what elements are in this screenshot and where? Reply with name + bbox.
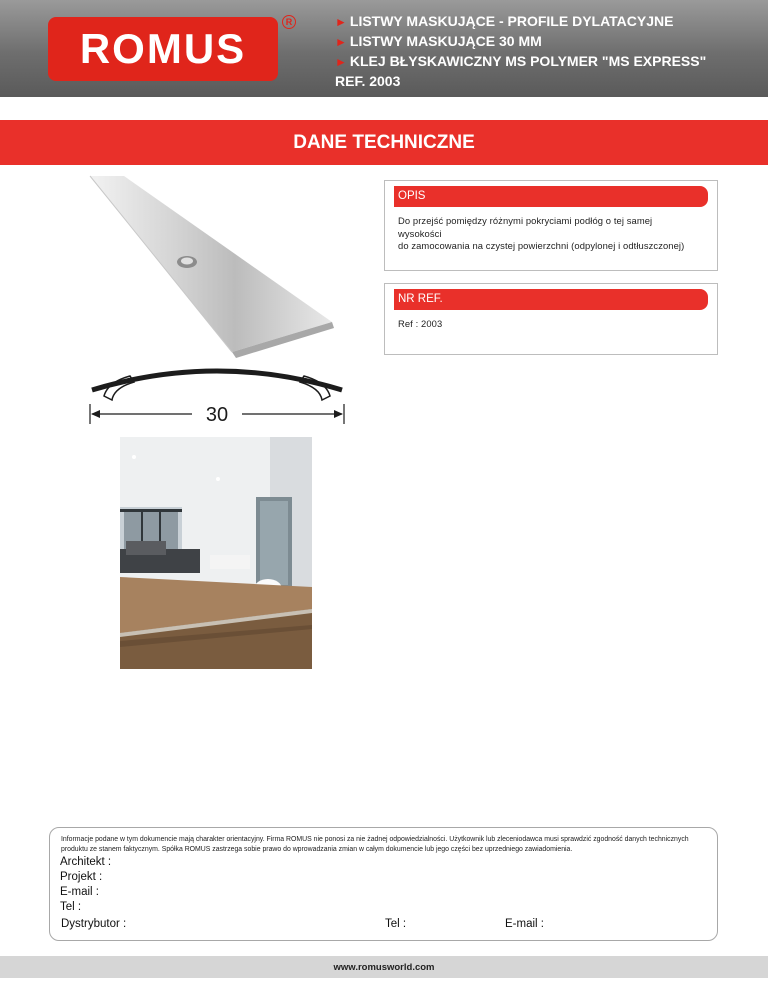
distributor-email-field: E-mail : xyxy=(505,918,544,930)
distributor-field: Dystrybutor : xyxy=(61,918,127,930)
description-line-2: wysokości xyxy=(398,227,442,239)
logo-text: ROMUS xyxy=(79,25,247,72)
header-product-lines xyxy=(335,12,755,91)
architect-field: Architekt : xyxy=(60,856,112,868)
arrow-icon: ► xyxy=(335,55,347,69)
distributor-phone-field: Tel : xyxy=(385,918,407,930)
header-ref: REF. 2003 xyxy=(335,73,401,89)
description-panel xyxy=(384,180,718,271)
arrow-icon: ► xyxy=(335,15,347,29)
reference-heading: NR REF. xyxy=(394,289,708,310)
email-field: E-mail : xyxy=(60,886,99,898)
romus-logo xyxy=(48,17,278,81)
website-link[interactable]: www.romusworld.com xyxy=(333,961,435,973)
page-title: DANE TECHNICZNE xyxy=(293,131,475,153)
arrow-icon: ► xyxy=(335,35,347,49)
contact-box xyxy=(49,827,718,941)
description-line-3: do zamocowania na czystej powierzchni (odpylonej i odtłuszczonej) xyxy=(398,240,685,251)
title-band xyxy=(0,120,768,165)
profile-cross-section xyxy=(82,362,352,430)
registered-mark-icon: R xyxy=(282,15,296,29)
header-line-2: ► LISTWY MASKUJĄCE 30 MM xyxy=(335,33,542,49)
profile-dimension: 30 xyxy=(205,404,229,426)
disclaimer-text: Informacje podane w tym dokumencie mają charakter orientacyjny. Firma ROMUS nie ponosi za nie żadnej odpowiedzialności. Użytkownik lub zleceniodawca musi sprawdzić zgodność danych technicznych produktu ze stanem faktycznym. Spółka ROMUS zastrzega sobie prawo do wprowadzania zmian w całym dokumencie lub jego części bez uprzedniego zawiadomienia. xyxy=(61,836,689,853)
project-field: Projekt : xyxy=(60,871,103,883)
description-heading: OPIS xyxy=(394,186,708,207)
product-strip-image xyxy=(82,172,352,372)
description-line-1: Do przejść pomiędzy różnymi pokryciami podłóg o tej samej xyxy=(398,215,653,226)
interior-photo xyxy=(120,437,312,669)
phone-field: Tel : xyxy=(60,901,82,913)
reference-panel xyxy=(384,283,718,355)
reference-value: Ref : 2003 xyxy=(398,318,443,329)
header-line-3: ► KLEJ BŁYSKAWICZNY MS POLYMER "MS EXPRESS" xyxy=(335,53,707,69)
description-text xyxy=(385,207,717,261)
header-line-1: ► LISTWY MASKUJĄCE - PROFILE DYLATACYJNE xyxy=(335,13,674,29)
footer-bar xyxy=(0,956,768,978)
header-band xyxy=(0,0,768,97)
